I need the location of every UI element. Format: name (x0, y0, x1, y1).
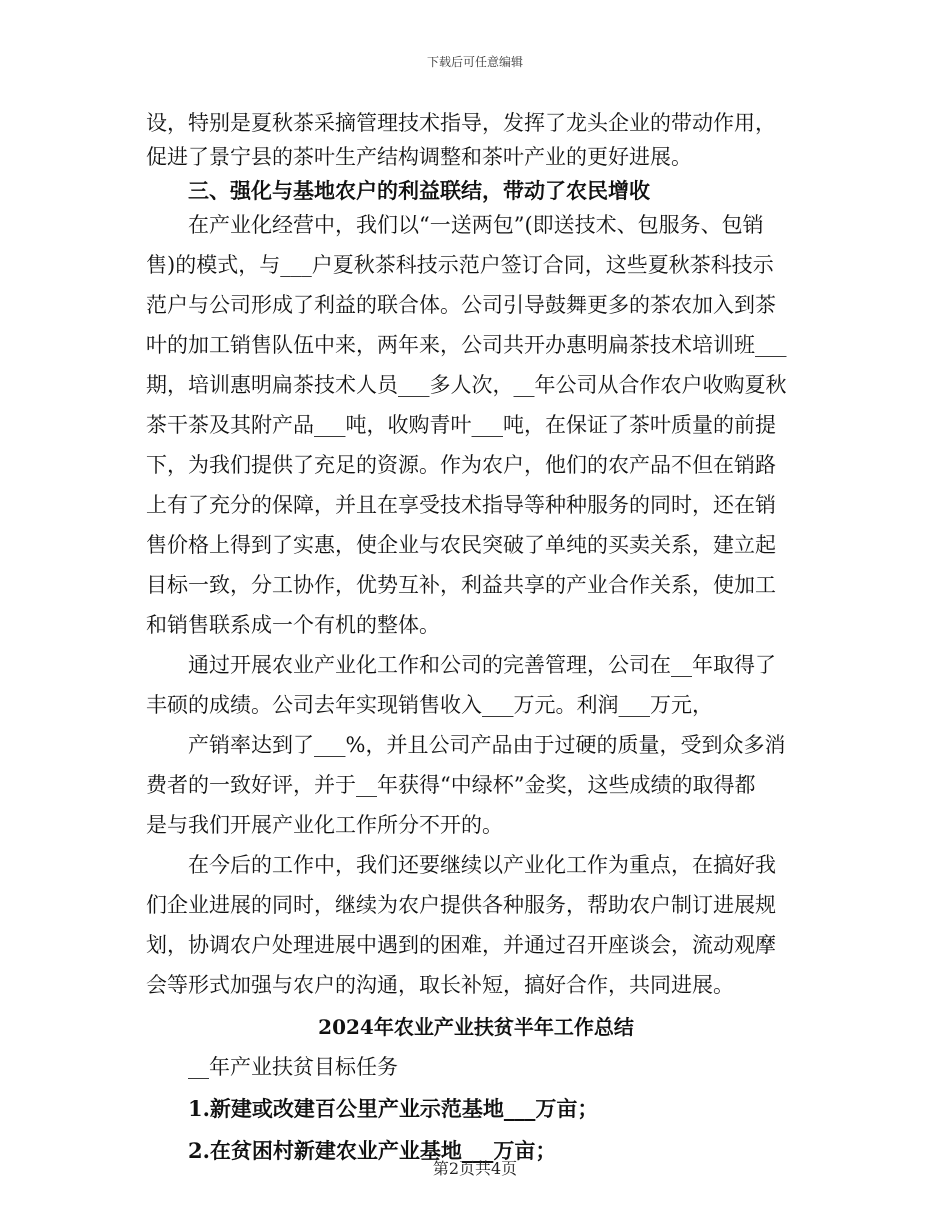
page-header-note: 下载后可任意编辑 (426, 55, 523, 69)
paragraph-line: 会等形式加强与农户的沟通，取长补短，搞好合作，共同进展。 (146, 973, 734, 997)
paragraph-line: 茶干茶及其附产品___吨，收购青叶___吨，在保证了茶叶质量的前提 (146, 413, 776, 437)
paragraph-line: 范户与公司形成了利益的联合体。公司引导鼓舞更多的茶农加入到茶 (146, 293, 776, 317)
paragraph-line: 费者的一致好评，并于__年获得“中绿杯”金奖，这些成绩的取得都 (146, 773, 756, 797)
paragraph-line: 期，培训惠明扁茶技术人员___多人次，__年公司从合作农户收购夏秋 (146, 373, 787, 397)
paragraph-line: 划，协调农户处理进展中遇到的困难，并通过召开座谈会，流动观摩 (146, 933, 776, 957)
list-item: 2.在贫困村新建农业产业基地___万亩； (188, 1138, 557, 1163)
paragraph-line: 在今后的工作中，我们还要继续以产业化工作为重点，在搞好我 (188, 853, 776, 877)
paragraph-line: 和销售联系成一个有机的整体。 (146, 613, 440, 637)
paragraph-line: 叶的加工销售队伍中来，两年来，公司共开办惠明扁茶技术培训班___ (146, 333, 787, 357)
paragraph-line: 上有了充分的保障，并且在享受技术指导等种种服务的同时，还在销 (146, 493, 776, 517)
paragraph-line: 下，为我们提供了充足的资源。作为农户，他们的农产品不但在销路 (146, 453, 776, 477)
paragraph-line: 促进了景宁县的茶叶生产结构调整和茶叶产业的更好进展。 (146, 145, 692, 169)
paragraph-line: 是与我们开展产业化工作所分不开的。 (146, 813, 503, 837)
paragraph-line: 售价格上得到了实惠，使企业与农民突破了单纯的买卖关系，建立起 (146, 533, 776, 557)
page-number: 第2页共4页 (432, 1159, 518, 1178)
list-item: 1.新建或改建百公里产业示范基地___万亩； (188, 1096, 599, 1121)
paragraph-line: 们企业进展的同时，继续为农户提供各种服务，帮助农户制订进展规 (146, 893, 776, 917)
paragraph-line: 产销率达到了___%，并且公司产品由于过硬的质量，受到众多消 (188, 733, 786, 757)
paragraph-line: 丰硕的成绩。公司去年实现销售收入___万元。利润___万元， (146, 693, 713, 717)
document-title: 2024年农业产业扶贫半年工作总结 (318, 1015, 634, 1039)
document-body (146, 106, 806, 1168)
paragraph-line: 在产业化经营中，我们以“一送两包”(即送技术、包服务、包销 (188, 213, 764, 237)
target-intro: __年产业扶贫目标任务 (188, 1055, 398, 1079)
paragraph-line: 目标一致，分工协作，优势互补，利益共享的产业合作关系，使加工 (146, 573, 776, 597)
paragraph-line: 设，特别是夏秋茶采摘管理技术指导，发挥了龙头企业的带动作用， (146, 111, 776, 135)
section-heading: 三、强化与基地农户的利益联结，带动了农民增收 (188, 178, 650, 203)
paragraph-line: 通过开展农业产业化工作和公司的完善管理，公司在__年取得了 (188, 653, 776, 677)
paragraph-line: 售)的模式，与___户夏秋茶科技示范户签订合同，这些夏秋茶科技示 (146, 253, 774, 277)
